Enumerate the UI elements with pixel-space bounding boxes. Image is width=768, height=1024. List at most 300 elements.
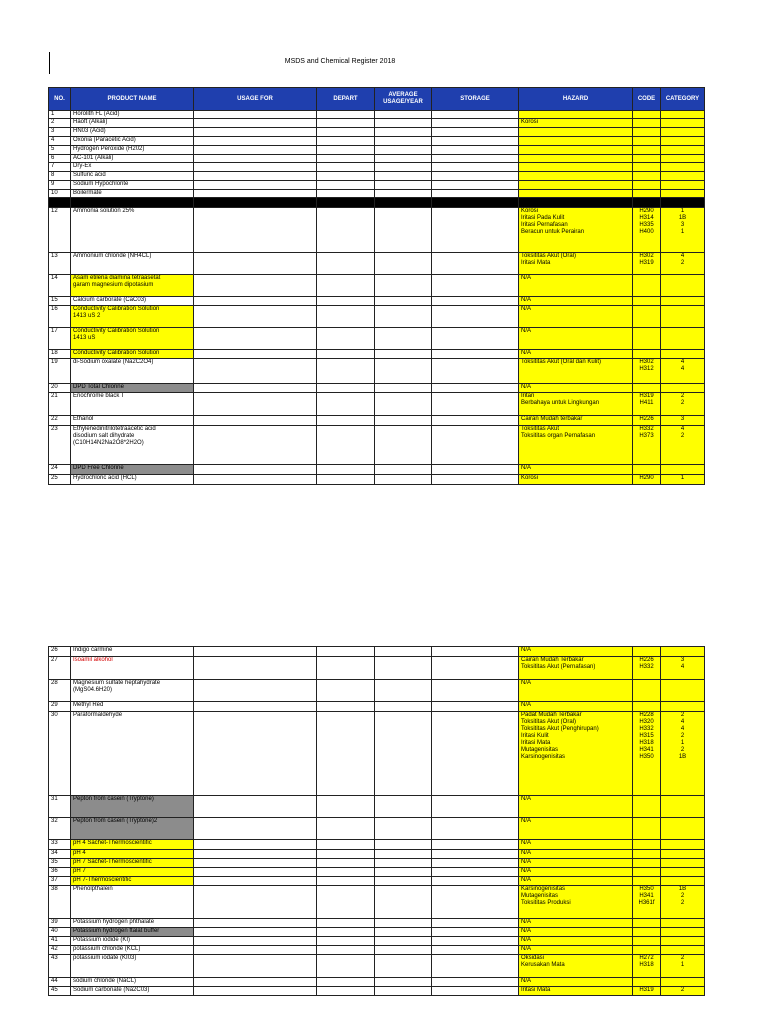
cell-line: H302 xyxy=(639,359,654,365)
cell-line: H332 xyxy=(639,726,654,732)
code-cell xyxy=(633,119,661,128)
cell-line: Hydrochloric acid (HCL) xyxy=(73,475,137,481)
row-number: 4 xyxy=(49,137,71,146)
hazard-cell xyxy=(519,946,633,955)
hazard-cell xyxy=(519,928,633,937)
storage-cell xyxy=(432,111,519,119)
table-row xyxy=(49,119,705,128)
average-usage-cell xyxy=(375,416,432,426)
storage-cell xyxy=(432,350,519,359)
hazard-cell xyxy=(519,475,633,485)
hazard-cell xyxy=(519,886,633,919)
cell-line: N/A xyxy=(521,680,532,686)
row-number: 15 xyxy=(49,297,71,306)
product-name-cell xyxy=(71,647,194,657)
storage-cell xyxy=(432,928,519,937)
cell-line: Conductivity Calibration Solution xyxy=(73,306,160,312)
code-cell xyxy=(633,253,661,275)
storage-cell xyxy=(432,190,519,198)
cell-line: N/A xyxy=(521,702,532,708)
hazard-cell xyxy=(519,328,633,350)
code-cell xyxy=(633,426,661,465)
average-usage-cell xyxy=(375,987,432,996)
code-cell xyxy=(633,647,661,657)
depart-cell xyxy=(317,712,375,796)
table-row xyxy=(49,712,705,796)
product-name-cell xyxy=(71,128,194,137)
depart-cell xyxy=(317,253,375,275)
row-number: 16 xyxy=(49,306,71,328)
product-name-cell xyxy=(71,275,194,297)
cell-line: H228 xyxy=(639,712,654,718)
product-name-cell xyxy=(71,465,194,475)
row-number: 31 xyxy=(49,796,71,818)
depart-cell xyxy=(317,137,375,146)
category-cell xyxy=(661,702,705,712)
usage-for-cell xyxy=(194,253,317,275)
cell-line: di-Sodium oxalate (Na2C2O4) xyxy=(73,359,154,365)
product-name-cell xyxy=(71,146,194,155)
product-name-cell xyxy=(71,657,194,680)
product-name-cell xyxy=(71,475,194,485)
product-name-cell xyxy=(71,426,194,465)
cell-line: H332 xyxy=(639,426,654,432)
table-row xyxy=(49,393,705,416)
category-cell xyxy=(661,955,705,978)
col-header-category: CATEGORY xyxy=(661,88,705,111)
hazard-cell xyxy=(519,172,633,181)
chemical-register-table-2 xyxy=(48,646,705,996)
usage-for-cell xyxy=(194,712,317,796)
cell-line: 3 xyxy=(680,657,685,663)
storage-cell xyxy=(432,137,519,146)
usage-for-cell xyxy=(194,840,317,850)
cell-line: H226 xyxy=(639,657,654,663)
storage-cell xyxy=(432,657,519,680)
storage-cell xyxy=(432,306,519,328)
usage-for-cell xyxy=(194,181,317,190)
usage-for-cell xyxy=(194,475,317,485)
usage-for-cell xyxy=(194,111,317,119)
row-number: 8 xyxy=(49,172,71,181)
cell-line: N/A xyxy=(521,350,532,356)
cell-line: Potassium hydrogen phthalate xyxy=(73,919,155,925)
average-usage-cell xyxy=(375,946,432,955)
product-name-cell xyxy=(71,978,194,987)
divider-cell xyxy=(194,198,317,208)
category-cell xyxy=(661,275,705,297)
depart-cell xyxy=(317,181,375,190)
divider-cell xyxy=(633,198,661,208)
code-cell xyxy=(633,928,661,937)
category-cell xyxy=(661,919,705,928)
cell-line: 2 xyxy=(680,893,685,899)
cell-line: Berbahaya untuk Lingkungan xyxy=(521,400,600,406)
row-number: 35 xyxy=(49,859,71,868)
product-name-cell xyxy=(71,840,194,850)
product-name-cell xyxy=(71,155,194,163)
depart-cell xyxy=(317,384,375,393)
table-row xyxy=(49,955,705,978)
average-usage-cell xyxy=(375,840,432,850)
category-cell xyxy=(661,128,705,137)
cell-line: H319 xyxy=(639,260,654,266)
category-cell xyxy=(661,818,705,840)
average-usage-cell xyxy=(375,306,432,328)
cell-line: AC-101 (Alkali) xyxy=(73,155,114,161)
category-cell xyxy=(661,946,705,955)
category-cell xyxy=(661,328,705,350)
hazard-cell xyxy=(519,840,633,850)
cell-line: H290 xyxy=(639,475,654,481)
cell-line: pH 4 xyxy=(73,850,86,856)
average-usage-cell xyxy=(375,119,432,128)
table-row xyxy=(49,416,705,426)
cell-line: Padat Mudah Terbakar xyxy=(521,712,582,718)
cell-line: Sodium carbonate (Na2C03) xyxy=(73,987,150,993)
product-name-cell xyxy=(71,886,194,919)
cell-line: pH 7 Sachet-Thermoscientific xyxy=(73,859,152,865)
depart-cell xyxy=(317,647,375,657)
cell-line: sodium chloride (NaCL) xyxy=(73,978,137,984)
average-usage-cell xyxy=(375,850,432,859)
cell-line: N/A xyxy=(521,928,532,934)
code-cell xyxy=(633,128,661,137)
cell-line: Toksititas Akut (Penghirupan) xyxy=(521,726,599,732)
category-cell xyxy=(661,350,705,359)
cell-line: Iritasi Mata xyxy=(521,987,551,993)
cell-line: Methyl Red xyxy=(73,702,104,708)
page-title: MSDS and Chemical Register 2018 xyxy=(284,58,396,65)
depart-cell xyxy=(317,955,375,978)
code-cell xyxy=(633,359,661,384)
divider-cell xyxy=(71,198,194,208)
cell-line: Conductivity Calibration Solution xyxy=(73,328,160,334)
cell-line: N/A xyxy=(521,850,532,856)
depart-cell xyxy=(317,190,375,198)
cell-line: N/A xyxy=(521,796,532,802)
depart-cell xyxy=(317,297,375,306)
average-usage-cell xyxy=(375,475,432,485)
hazard-cell xyxy=(519,868,633,877)
row-number: 39 xyxy=(49,919,71,928)
depart-cell xyxy=(317,128,375,137)
divider-cell xyxy=(317,198,375,208)
cell-line: Indigo carmine xyxy=(73,647,113,653)
usage-for-cell xyxy=(194,155,317,163)
code-cell xyxy=(633,465,661,475)
row-number: 30 xyxy=(49,712,71,796)
row-number: 43 xyxy=(49,955,71,978)
storage-cell xyxy=(432,850,519,859)
category-cell xyxy=(661,181,705,190)
usage-for-cell xyxy=(194,937,317,946)
cell-line: 1 xyxy=(680,962,685,968)
product-name-cell xyxy=(71,796,194,818)
table-row xyxy=(49,657,705,680)
category-cell xyxy=(661,840,705,850)
table-row xyxy=(49,796,705,818)
depart-cell xyxy=(317,359,375,384)
average-usage-cell xyxy=(375,886,432,919)
hazard-cell xyxy=(519,426,633,465)
hazard-cell xyxy=(519,712,633,796)
product-name-cell xyxy=(71,818,194,840)
depart-cell xyxy=(317,868,375,877)
col-header-code: CODE xyxy=(633,88,661,111)
cell-line: Eriochrome black T xyxy=(73,393,125,399)
storage-cell xyxy=(432,465,519,475)
hazard-cell xyxy=(519,128,633,137)
category-cell xyxy=(661,465,705,475)
usage-for-cell xyxy=(194,119,317,128)
storage-cell xyxy=(432,475,519,485)
cell-line: N/A xyxy=(521,647,532,653)
average-usage-cell xyxy=(375,657,432,680)
depart-cell xyxy=(317,172,375,181)
table-row xyxy=(49,877,705,886)
storage-cell xyxy=(432,886,519,919)
cell-line: Ammonia solution 25% xyxy=(73,208,135,214)
cell-line: 1413 uS 2 xyxy=(73,313,101,319)
cell-line: 2 xyxy=(680,955,685,961)
hazard-cell xyxy=(519,393,633,416)
code-cell xyxy=(633,297,661,306)
product-name-cell xyxy=(71,937,194,946)
category-cell xyxy=(661,155,705,163)
code-cell xyxy=(633,328,661,350)
cell-line: 4 xyxy=(680,719,685,725)
usage-for-cell xyxy=(194,384,317,393)
hazard-cell xyxy=(519,978,633,987)
cell-line: 2 xyxy=(680,260,685,266)
row-number: 32 xyxy=(49,818,71,840)
table-row xyxy=(49,840,705,850)
hazard-cell xyxy=(519,416,633,426)
average-usage-cell xyxy=(375,712,432,796)
hazard-cell xyxy=(519,306,633,328)
usage-for-cell xyxy=(194,978,317,987)
average-usage-cell xyxy=(375,111,432,119)
hazard-cell xyxy=(519,796,633,818)
cell-line: H272 xyxy=(639,955,654,961)
depart-cell xyxy=(317,426,375,465)
depart-cell xyxy=(317,155,375,163)
cell-line: H341 xyxy=(639,747,654,753)
product-name-cell xyxy=(71,416,194,426)
category-cell xyxy=(661,190,705,198)
storage-cell xyxy=(432,208,519,253)
section-divider-row xyxy=(49,198,705,208)
storage-cell xyxy=(432,393,519,416)
code-cell xyxy=(633,868,661,877)
cell-line: Toksititas Akut xyxy=(521,426,560,432)
code-cell xyxy=(633,350,661,359)
category-cell xyxy=(661,119,705,128)
depart-cell xyxy=(317,393,375,416)
storage-cell xyxy=(432,172,519,181)
average-usage-cell xyxy=(375,868,432,877)
category-cell xyxy=(661,928,705,937)
code-cell xyxy=(633,190,661,198)
average-usage-cell xyxy=(375,253,432,275)
cell-line: 2 xyxy=(680,400,685,406)
cell-line: 4 xyxy=(680,664,685,670)
cell-line: HN03 (Acid) xyxy=(73,128,106,134)
cell-line: Horolith FL (Acid) xyxy=(73,111,120,117)
cell-line: H350 xyxy=(639,754,654,760)
cell-line: N/A xyxy=(521,937,532,943)
average-usage-cell xyxy=(375,680,432,702)
table-row xyxy=(49,987,705,996)
average-usage-cell xyxy=(375,384,432,393)
hazard-cell xyxy=(519,680,633,702)
usage-for-cell xyxy=(194,859,317,868)
row-number: 6 xyxy=(49,155,71,163)
cell-line: Toksititas Akut (Pernafasan) xyxy=(521,664,596,670)
cell-line: 2 xyxy=(680,433,685,439)
row-number: 23 xyxy=(49,426,71,465)
cell-line: Karsinogenisitas xyxy=(521,754,566,760)
product-name-cell xyxy=(71,702,194,712)
cell-line: disodium salt dihydrate xyxy=(73,433,135,439)
average-usage-cell xyxy=(375,137,432,146)
depart-cell xyxy=(317,208,375,253)
cell-line: Haoft (Alkali) xyxy=(73,119,108,125)
cell-line: (MgS04.6H20) xyxy=(73,687,113,693)
cell-line: Iritasi Mata xyxy=(521,740,551,746)
usage-for-cell xyxy=(194,275,317,297)
average-usage-cell xyxy=(375,155,432,163)
storage-cell xyxy=(432,155,519,163)
cell-line: pH 7-Thermoscientific xyxy=(73,877,132,883)
cell-line: H314 xyxy=(639,215,654,221)
row-number: 7 xyxy=(49,163,71,172)
cell-line: Ethylenedinitrilotetraacetic acid xyxy=(73,426,156,432)
depart-cell xyxy=(317,275,375,297)
divider-cell xyxy=(432,198,519,208)
table-row xyxy=(49,850,705,859)
depart-cell xyxy=(317,946,375,955)
table-row xyxy=(49,465,705,475)
average-usage-cell xyxy=(375,146,432,155)
cell-line: H320 xyxy=(639,719,654,725)
table-row xyxy=(49,978,705,987)
product-name-cell xyxy=(71,928,194,937)
row-number: 13 xyxy=(49,253,71,275)
cell-line: 2 xyxy=(680,393,685,399)
category-cell xyxy=(661,297,705,306)
hazard-cell xyxy=(519,359,633,384)
table-row xyxy=(49,253,705,275)
depart-cell xyxy=(317,937,375,946)
cell-line: Pepton from casein (Tryptone)2 xyxy=(73,818,158,824)
category-cell xyxy=(661,859,705,868)
storage-cell xyxy=(432,416,519,426)
average-usage-cell xyxy=(375,350,432,359)
row-number: 27 xyxy=(49,657,71,680)
hazard-cell xyxy=(519,384,633,393)
usage-for-cell xyxy=(194,190,317,198)
divider-cell xyxy=(49,198,71,208)
cell-line: N/A xyxy=(521,859,532,865)
usage-for-cell xyxy=(194,657,317,680)
code-cell xyxy=(633,137,661,146)
cell-line: N/A xyxy=(521,328,532,334)
category-cell xyxy=(661,172,705,181)
code-cell xyxy=(633,181,661,190)
row-number: 40 xyxy=(49,928,71,937)
cell-line: N/A xyxy=(521,297,532,303)
row-number: 21 xyxy=(49,393,71,416)
cell-line: Iritan xyxy=(521,393,535,399)
depart-cell xyxy=(317,978,375,987)
cell-line: H312 xyxy=(639,366,654,372)
cell-line: 1 xyxy=(680,475,685,481)
average-usage-cell xyxy=(375,859,432,868)
usage-for-cell xyxy=(194,416,317,426)
storage-cell xyxy=(432,919,519,928)
cell-line: 4 xyxy=(680,726,685,732)
depart-cell xyxy=(317,465,375,475)
col-header-average-usage: AVERAGE USAGE/YEAR xyxy=(375,88,432,111)
cell-line: Toksititas organ Pernafasan xyxy=(521,433,596,439)
cell-line: Conductivity Calibration Solution xyxy=(73,350,160,356)
table-row xyxy=(49,859,705,868)
cell-line: (C10H14N2Na2O8*2H2O) xyxy=(73,440,144,446)
usage-for-cell xyxy=(194,306,317,328)
cell-line: Calcium carborate (CaC03) xyxy=(73,297,147,303)
table-row xyxy=(49,275,705,297)
category-cell xyxy=(661,416,705,426)
row-number: 41 xyxy=(49,937,71,946)
depart-cell xyxy=(317,350,375,359)
row-number: 26 xyxy=(49,647,71,657)
cell-line: Iritasi Kulit xyxy=(521,733,549,739)
category-cell xyxy=(661,137,705,146)
cell-line: H302 xyxy=(639,253,654,259)
cell-line: N/A xyxy=(521,306,532,312)
product-name-cell xyxy=(71,137,194,146)
usage-for-cell xyxy=(194,137,317,146)
cell-line: Paraformaldehyde xyxy=(73,712,123,718)
storage-cell xyxy=(432,955,519,978)
table-row xyxy=(49,475,705,485)
cell-line: N/A xyxy=(521,384,532,390)
table-row xyxy=(49,928,705,937)
product-name-cell xyxy=(71,680,194,702)
category-cell xyxy=(661,657,705,680)
category-cell xyxy=(661,680,705,702)
cell-line: 1B xyxy=(678,215,687,221)
cell-line: potassium chloride (KCL) xyxy=(73,946,141,952)
hazard-cell xyxy=(519,877,633,886)
cell-line: H400 xyxy=(639,229,654,235)
table-row xyxy=(49,647,705,657)
divider-cell xyxy=(661,198,705,208)
cell-line: Mutagenisitas xyxy=(521,747,559,753)
table-row xyxy=(49,146,705,155)
category-cell xyxy=(661,163,705,172)
average-usage-cell xyxy=(375,937,432,946)
cell-line: H318 xyxy=(639,962,654,968)
usage-for-cell xyxy=(194,886,317,919)
cell-line: 2 xyxy=(680,733,685,739)
cell-line: Mutagenisitas xyxy=(521,893,559,899)
cell-line: garam magnesium dipotasium xyxy=(73,282,154,288)
code-cell xyxy=(633,702,661,712)
product-name-cell xyxy=(71,208,194,253)
